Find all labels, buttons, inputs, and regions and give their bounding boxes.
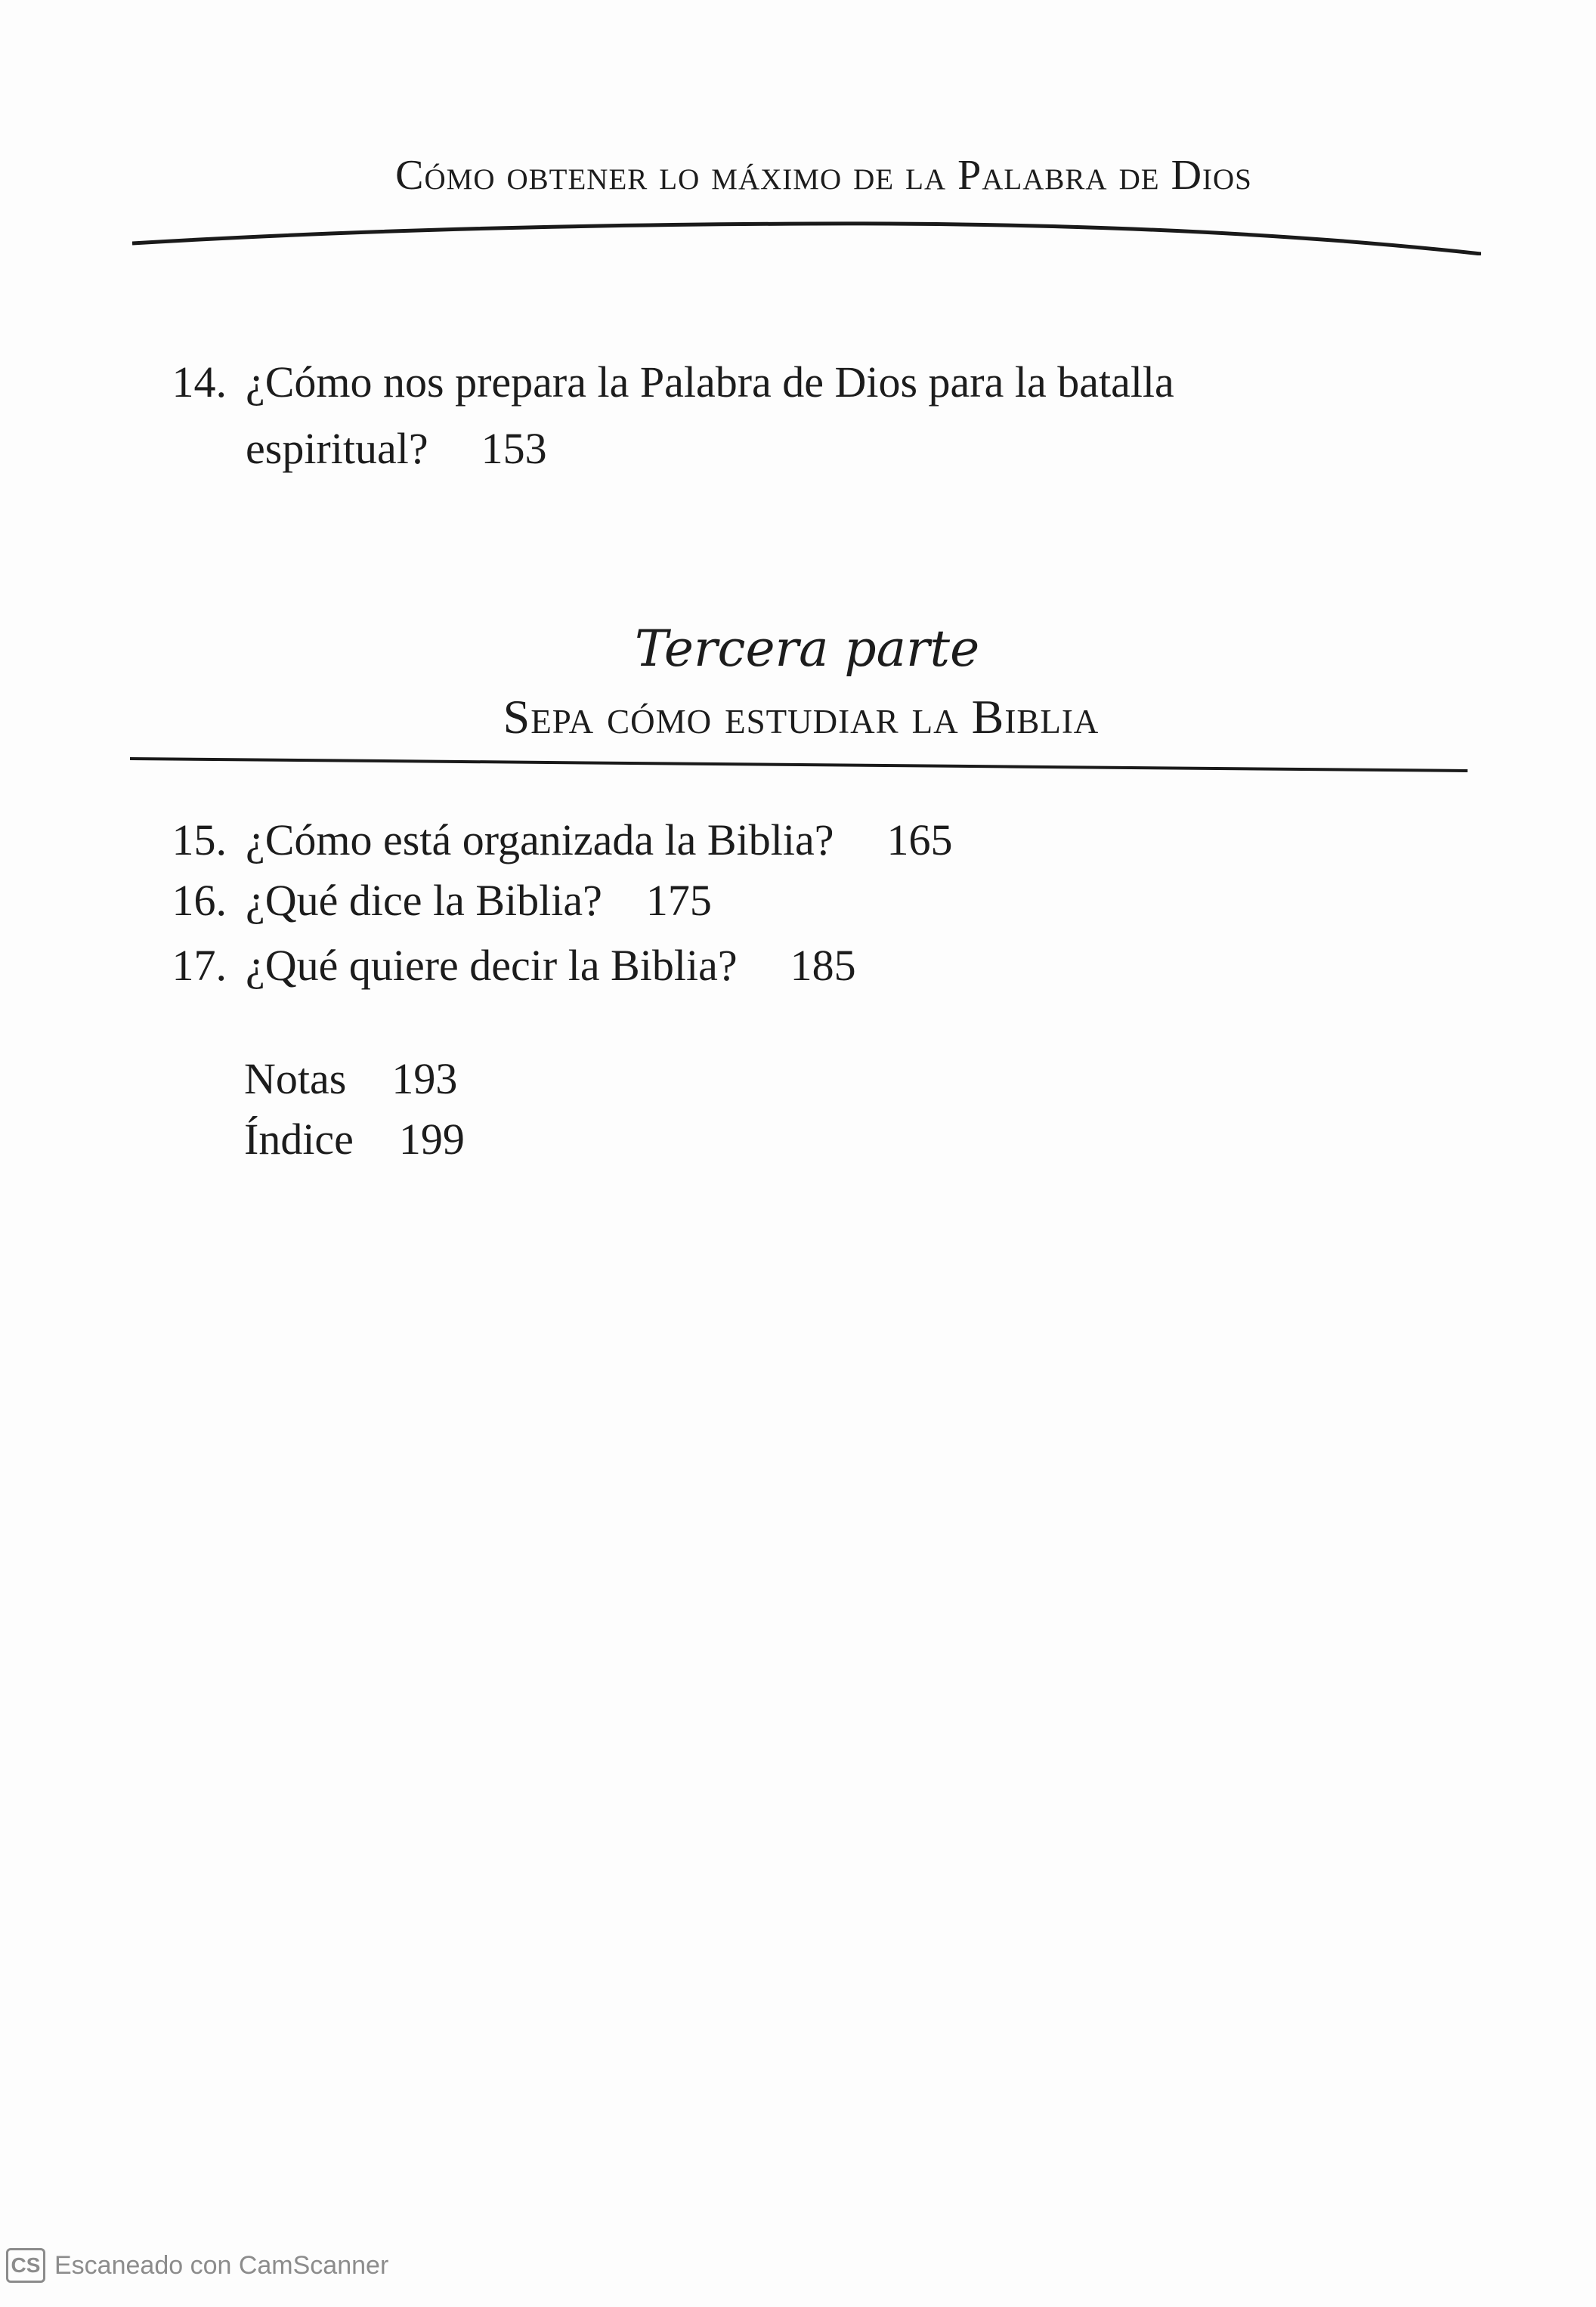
toc-entry-16 — [136, 867, 1421, 934]
toc-entry-17 — [136, 932, 1421, 999]
entry-number: 14. — [172, 357, 227, 407]
back-matter-notes — [244, 1049, 457, 1109]
entry-title: ¿Cómo está organizada la Biblia? — [246, 815, 834, 864]
back-matter-page: 199 — [398, 1115, 465, 1164]
header-rule — [132, 210, 1481, 255]
entry-page-number: 165 — [886, 815, 953, 864]
camscanner-logo-icon: CS — [6, 2248, 45, 2283]
entry-number: 15. — [172, 815, 227, 864]
toc-entry-14 — [136, 349, 1421, 485]
watermark-text: Escaneado con CamScanner — [54, 2250, 389, 2280]
scanner-watermark — [0, 2246, 388, 2285]
back-matter-page: 193 — [391, 1054, 458, 1103]
entry-number: 16. — [172, 876, 227, 925]
section-rule — [130, 754, 1468, 777]
entry-title: ¿Qué quiere decir la Biblia? — [246, 941, 738, 990]
entry-title: ¿Qué dice la Biblia? — [246, 876, 602, 925]
entry-line — [246, 807, 952, 874]
entry-title-line2-wrap — [246, 416, 547, 482]
entry-line — [246, 867, 712, 934]
entry-number: 17. — [172, 941, 227, 990]
back-matter-title: Índice — [244, 1115, 354, 1164]
back-matter-title: Notas — [244, 1054, 347, 1103]
back-matter-index — [244, 1109, 465, 1170]
entry-page-number: 153 — [481, 424, 547, 473]
entry-title-line2: espiritual? — [246, 424, 428, 473]
entry-title-line1: ¿Cómo nos prepara la Palabra de Dios para la batalla — [246, 357, 1174, 407]
entry-page-number: 185 — [790, 941, 856, 990]
running-head: Cómo obtener lo máximo de la Palabra de Dios — [395, 152, 1252, 199]
section-title: Sepa cómo estudiar la Biblia — [503, 690, 1100, 744]
entry-page-number: 175 — [645, 876, 712, 925]
toc-entry-15 — [136, 807, 1421, 874]
part-label: Tercera parte — [635, 620, 980, 678]
entry-line — [246, 932, 856, 999]
